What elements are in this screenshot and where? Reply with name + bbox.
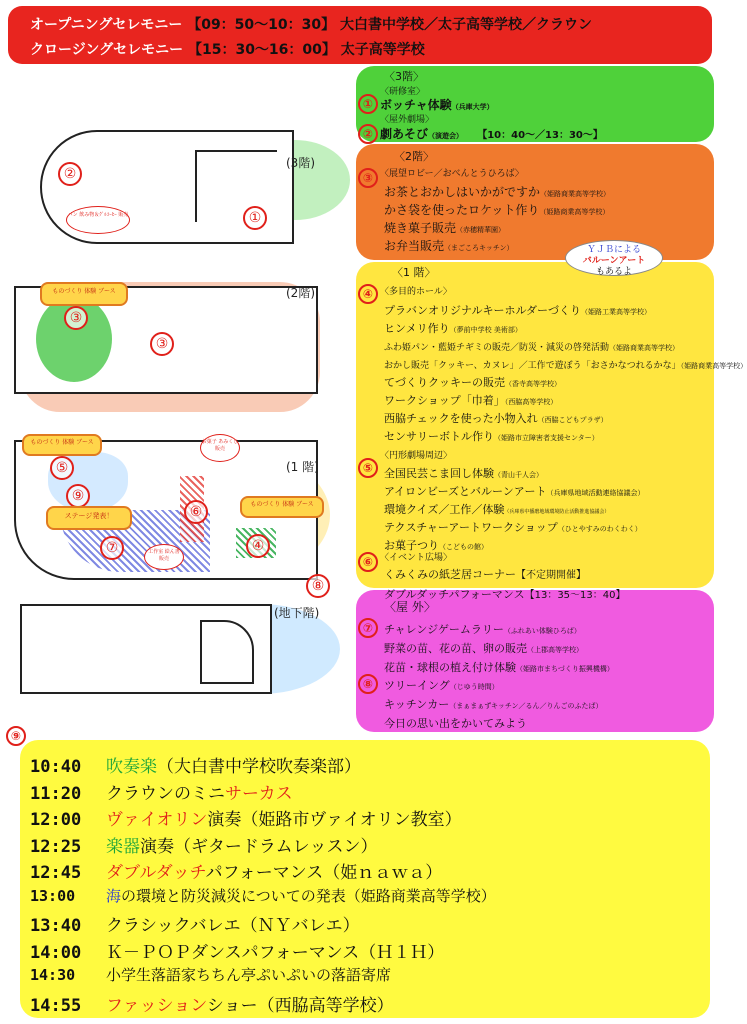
s4-item-title: 西脇チェックを使った小物入れ (384, 412, 538, 425)
s3-item-org: （赤穂精華園） (456, 226, 506, 234)
map-marker-2: ② (58, 162, 82, 186)
schedule-row (30, 911, 360, 936)
s7-item-org: （姫路市まちづくり振興機構） (516, 665, 614, 673)
s6-number: ⑥ (358, 552, 378, 572)
map-marker-6: ⑥ (184, 500, 208, 524)
s4-item-org: （姫路市立障害者支援センター） (494, 434, 599, 442)
s7-item (384, 637, 583, 656)
s3-item (384, 235, 514, 254)
schedule-event-highlight: 楽器 (106, 836, 140, 857)
map-marker-3a: ③ (64, 306, 88, 330)
map-2f-label: (2階) (286, 286, 315, 300)
mono-board-1f-a: ものづくり 体験 ブース (22, 434, 102, 456)
closing-label: クロージングセレモニー (30, 42, 184, 58)
schedule-time: 14:00 (30, 942, 82, 963)
s2-number: ② (358, 124, 378, 144)
s1-number: ① (358, 94, 378, 114)
s4-item-title: おかし販売「クッキー、カヌレ」／工作で遊ぼう「おさかなつれるかな」 (384, 361, 681, 371)
schedule-event-rest: ショー（西脇高等学校） (206, 995, 394, 1016)
yjb-line1: ＹＪＢによる (586, 245, 641, 255)
s4-item-org: （姫路工業高等学校） (581, 308, 652, 316)
schedule-event-highlight: クラウンのミニ (106, 783, 225, 804)
s3-item-title: お茶とおかしはいかがですか (384, 185, 541, 199)
schedule-time: 11:20 (30, 783, 82, 804)
mono-board-1f-b: ものづくり 体験 ブース (240, 496, 324, 518)
s2-venue: 〈屋外劇場〉 (380, 115, 435, 125)
schedule-row (30, 858, 442, 883)
schedule-time: 10:40 (30, 757, 82, 777)
ceremony-banner (8, 6, 712, 64)
s2-title-text: 劇あそび (380, 127, 429, 141)
map-b1-label: (地下階) (274, 606, 320, 620)
opening-time: 【09：50～10：30】 (187, 17, 336, 33)
closing-ceremony-line (30, 39, 425, 59)
schedule-event-rest: の環境と防災減災についての発表（姫路商業高等学校） (121, 886, 496, 905)
schedule-event-highlight: 小学生落語家 (106, 966, 197, 984)
s1-org: （兵庫大学） (451, 103, 494, 111)
floor-3f-heading: 〈3階〉 (384, 70, 424, 83)
s8-item-org: （じゆう時間） (449, 683, 499, 691)
schedule-row (30, 938, 444, 963)
stage-board: ステージ発表！ (46, 506, 132, 530)
s2-title (380, 125, 603, 142)
omakuji-note: お菓子 あみくじ 販売 (200, 434, 240, 462)
s5-item (384, 498, 609, 517)
s2-org: （演遊会） (428, 132, 464, 140)
s4-item (384, 353, 747, 372)
s4-item-org: （西脇こどもプラザ） (537, 416, 608, 424)
s4-item (384, 299, 651, 318)
s4-item-title: プラバンオリジナルキーホルダーづくり (384, 304, 582, 317)
schedule-event-highlight: ファッション (106, 995, 207, 1016)
s8-number: ⑧ (358, 674, 378, 694)
schedule-event-rest: 演奏（姫路市ヴァイオリン教室） (207, 810, 462, 830)
s4-item (384, 407, 608, 426)
s5-item-org: （青山千人会） (494, 471, 543, 479)
schedule-row (30, 752, 361, 777)
s7-item-org: （ふれあい体験ひろば） (503, 627, 581, 635)
schedule-time: 14:30 (30, 966, 76, 984)
schedule-row (30, 964, 391, 985)
s3-item-org: （姫路商業高等学校） (539, 208, 610, 216)
schedule-event-rest: （大白書中学校吹奏楽部） (157, 757, 361, 777)
bread-sale-note: パン 飲み物＆ｸﾞﾙｺｰﾋｰ 販売 (66, 206, 130, 234)
schedule-row (30, 885, 496, 906)
s4-item (384, 425, 599, 444)
s3-item-title: 焼き菓子販売 (384, 221, 457, 235)
schedule-event-highlight: ヴァイオリン (106, 810, 208, 830)
schedule-row (30, 832, 378, 857)
s8-item-title: 今日の思い出をかいてみよう (384, 717, 527, 730)
floor-outside-heading: 〈屋 外〉 (384, 600, 436, 614)
s5-item (384, 516, 642, 535)
yjb-balloon-note (565, 240, 663, 276)
s8-item-org: （まぁまぁずキッチン／るん／りんごのふたば） (449, 702, 603, 710)
s1-title (380, 96, 494, 113)
s7-item-title: 野菜の苗、花の苗、卵の販売 (384, 642, 527, 655)
floor-2f-heading: 〈2階〉 (394, 150, 434, 163)
schedule-time: 12:45 (30, 863, 82, 883)
s4-item-org: （姫路商業高等学校） (609, 344, 680, 352)
s7-item-org: （上郡高等学校） (527, 646, 583, 654)
s4-item-title: てづくりクッキーの販売 (384, 376, 505, 389)
schedule-event-highlight: 海 (106, 886, 122, 905)
s4-item-title: センサリーボトル作り (384, 430, 494, 443)
s5-item-org: （こどもの館） (439, 543, 488, 551)
schedule-time: 13:00 (30, 886, 76, 905)
s3-item (384, 217, 505, 236)
schedule-event-highlight: 吹奏楽 (106, 757, 157, 777)
schedule-row (30, 805, 462, 830)
opening-ceremony-line (30, 14, 592, 34)
map-marker-9: ⑨ (66, 484, 90, 508)
s6-venue: 〈イベント広場〉 (380, 553, 453, 563)
s4-item-title: ふわ姫パン・藍姫チギミの販売／防災・減災の啓発活動 (384, 343, 610, 353)
ticket-note: 工作室 絵ん書 販売 (144, 544, 184, 570)
s5-item-title: 全国民芸こま回し体験 (384, 467, 494, 480)
s5-item-title: 環境クイズ／工作／体験 (384, 503, 505, 516)
s3-item-title: かさ袋を使ったロケット作り (384, 203, 540, 217)
s4-venue: 〈多目的ホール〉 (380, 287, 452, 297)
s4-item-org: （香寺高等学校） (505, 380, 561, 388)
s4-item (384, 371, 561, 390)
s2-time: 【10：40～／13：30～】 (477, 130, 603, 141)
s5-item-title: アイロンビーズとバルーンアート (384, 485, 547, 498)
s4-item (384, 317, 522, 336)
schedule-event-highlight: ダブルダッチ (106, 863, 206, 883)
s8-item (384, 712, 527, 731)
floor-1f-heading: 〈1 階〉 (392, 266, 436, 279)
s6-item-title: ダブルダッチパフォーマンス (384, 588, 525, 601)
schedule-event-rest: パフォーマンス（姫ｎａｗａ） (205, 863, 443, 883)
s8-item (384, 674, 499, 693)
s5-item-org: （兵庫県中播磨地域環境防止活動推進協議会） (504, 509, 610, 515)
s6-item-org: 【13：35～13：40】 (524, 590, 626, 601)
schedule-event-rest: ダンスパフォーマンス（Ｈ１Ｈ） (191, 942, 445, 963)
s5-item-org: （ひとやすみのわくわく） (557, 525, 642, 533)
s3-item-title: お弁当販売 (384, 239, 445, 253)
map-3f-label: (3階) (286, 156, 315, 170)
s3-item-org: （姫路商業高等学校） (540, 190, 611, 198)
map-marker-3b: ③ (150, 332, 174, 356)
s8-item-title: キッチンカー (384, 698, 450, 711)
s7-number: ⑦ (358, 618, 378, 638)
map-marker-7: ⑦ (100, 536, 124, 560)
s7-item-title: 花苗・球根の植え付け体験 (384, 661, 516, 674)
opening-detail: 大白書中学校／太子高等学校／クラウン (340, 17, 593, 33)
s3-number: ③ (358, 168, 378, 188)
s5-number: ⑤ (358, 458, 378, 478)
schedule-event-rest: サーカス (225, 783, 293, 804)
schedule-row (30, 779, 293, 804)
s7-item (384, 618, 581, 637)
map-1f-label: (1 階) (286, 460, 319, 474)
schedule-row (30, 991, 394, 1016)
schedule-event-rest: 演奏（ギタードラムレッスン） (140, 836, 378, 857)
s5-venue: 〈円形劇場周辺〉 (380, 451, 453, 461)
s5-item-title: お菓子つり (384, 539, 439, 552)
s4-item-org: （夢前中学校 美術部） (449, 326, 522, 334)
schedule-event-highlight: クラシック (106, 916, 190, 936)
s5-item-title: テクスチャーアートワークショップ (384, 521, 558, 534)
s6-item-title: くみくみの紙芝居コーナー (384, 568, 516, 581)
map-marker-1: ① (243, 206, 267, 230)
opening-label: オープニングセレモニー (30, 17, 183, 33)
schedule-time: 13:40 (30, 916, 82, 936)
s5-item (384, 480, 644, 499)
s3-item-org: （まごころキッチン） (444, 244, 514, 252)
map-marker-4: ④ (246, 534, 270, 558)
s3-item (384, 199, 609, 218)
map-b1-room (200, 620, 254, 684)
schedule-event-rest: バレエ（ＮＹバレエ） (189, 916, 360, 936)
s4-number: ④ (358, 284, 378, 304)
s7-item-title: チャレンジゲームラリー (384, 623, 504, 636)
closing-time: 【15：30～16：00】 (187, 42, 336, 58)
s5-item-org: （兵庫県地域活動連絡協議会） (546, 489, 645, 497)
schedule-event-highlight: Ｋ－ＰＯＰ (106, 942, 191, 963)
schedule-event-rest: ちちん亭ぷいぷいの落語寄席 (196, 966, 392, 984)
s4-item (384, 389, 557, 408)
s4-item-title: ヒンメリ作り (384, 322, 450, 335)
s4-item (384, 335, 679, 354)
s1-venue: 〈研修室〉 (380, 87, 426, 97)
mono-board-2f: ものづくり 体験 ブース (40, 282, 128, 306)
schedule-time: 14:55 (30, 995, 82, 1016)
schedule-time: 12:25 (30, 836, 82, 857)
s8-item (384, 693, 602, 712)
map-marker-8: ⑧ (306, 574, 330, 598)
s5-item (384, 462, 543, 481)
schedule-time: 12:00 (30, 810, 82, 830)
s1-title-text: ボッチャ体験 (380, 98, 452, 112)
map-marker-5: ⑤ (50, 456, 74, 480)
s6-item-org: 【不定期開催】 (516, 570, 586, 581)
s3-item (384, 181, 610, 200)
schedule-number: ⑨ (6, 726, 26, 746)
s8-item-title: ツリーイング (384, 679, 450, 692)
s3-venue: 〈展望ロビー／おべんとうひろば〉 (380, 169, 524, 179)
s7-item (384, 656, 614, 675)
s4-item-org: （姫路商業高等学校） (680, 362, 747, 370)
closing-detail: 太子高等学校 (340, 42, 425, 58)
s6-item (384, 563, 586, 582)
yjb-line2: バルーンアート (582, 256, 646, 266)
s4-item-org: （西脇高等学校） (504, 398, 558, 406)
yjb-line3: もあるよ (595, 267, 632, 277)
s4-item-title: ワークショップ「巾着」 (384, 394, 505, 407)
